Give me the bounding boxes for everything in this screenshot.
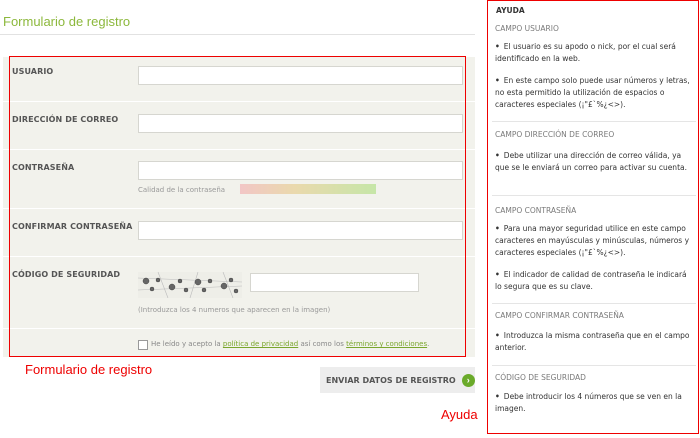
page-title: Formulario de registro <box>3 14 131 29</box>
submit-button[interactable] <box>320 367 475 393</box>
terms-link[interactable]: términos y condiciones <box>346 340 428 348</box>
privacy-policy-link[interactable]: política de privacidad <box>222 340 299 348</box>
consent-text: He leído y acepto la política de privacidad así como los términos y condiciones. <box>151 340 430 348</box>
codigo-label: CÓDIGO DE SEGURIDAD <box>12 270 121 279</box>
help-annotation-label: Ayuda <box>441 407 478 422</box>
submit-label: ENVIAR DATOS DE REGISTRO <box>326 375 456 385</box>
help-divider <box>492 121 696 122</box>
help-panel <box>487 0 699 434</box>
password-strength-label: Calidad de la contraseña <box>138 186 226 194</box>
help-section-title-usuario: CAMPO USUARIO <box>495 24 559 33</box>
confirmar-label: CONFIRMAR CONTRASEÑA <box>12 222 133 231</box>
help-section-title-codigo: CÓDIGO DE SEGURIDAD <box>495 373 586 382</box>
help-item: • El usuario es su apodo o nick, por el cual será identificado en la web. <box>495 42 676 63</box>
title-divider <box>0 34 475 35</box>
help-item: • Debe utilizar una dirección de correo válida, ya que se le enviará un correo para activar su cuenta. <box>495 151 687 172</box>
contrasena-label: CONTRASEÑA <box>12 163 75 172</box>
help-section-title-contrasena: CAMPO CONTRASEÑA <box>495 206 577 215</box>
usuario-label: USUARIO <box>12 67 54 76</box>
help-item: • El indicador de calidad de contraseña le indicará lo segura que es su clave. <box>495 270 687 291</box>
help-item: • En este campo solo puede usar números y letras, no esta permitido la utilización de espacios o caracteres especiales (¡"£`%¿<>). <box>495 76 690 109</box>
form-highlight-box <box>9 56 466 357</box>
help-section-title-correo: CAMPO DIRECCIÓN DE CORREO <box>495 130 615 139</box>
help-divider <box>492 303 696 304</box>
help-item: • Para una mayor seguridad utilice en este campo caracteres en mayúsculas y minúsculas, números y caracteres especiales (¡"£`%¿<>). <box>495 224 690 257</box>
correo-label: DIRECCIÓN DE CORREO <box>12 115 119 124</box>
help-section-title-confirmar: CAMPO CONFIRMAR CONTRASEÑA <box>495 311 624 320</box>
help-divider <box>492 365 696 366</box>
captcha-hint: (Introduzca los 4 numeros que aparecen en la imagen) <box>138 306 331 314</box>
form-annotation-label: Formulario de registro <box>25 362 153 377</box>
help-title: AYUDA <box>496 6 525 15</box>
help-divider <box>492 195 696 196</box>
arrow-right-icon: › <box>462 374 475 387</box>
help-item: • Debe introducir los 4 números que se ven en la imagen. <box>495 392 682 413</box>
help-item: • Introduzca la misma contraseña que en el campo anterior. <box>495 331 690 352</box>
